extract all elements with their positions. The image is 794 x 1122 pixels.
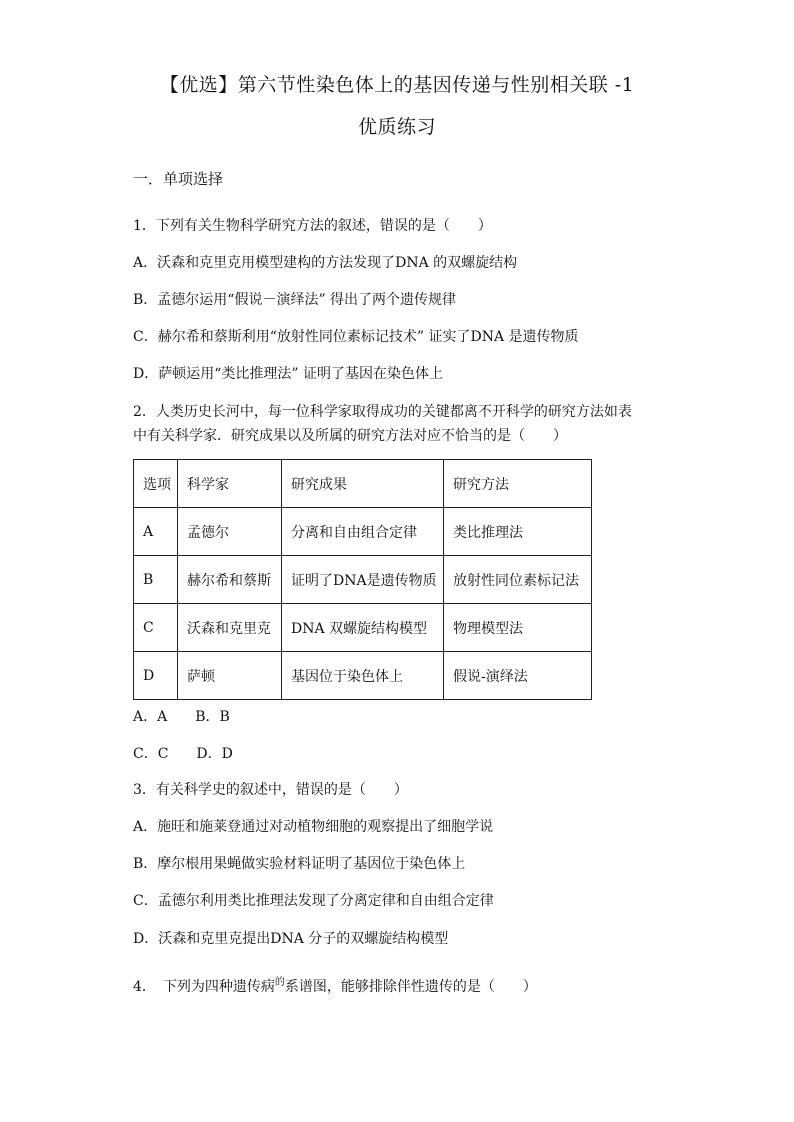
- table-cell: B: [134, 556, 178, 604]
- table-cell: A: [134, 508, 178, 556]
- question-2-answers-line1: A．A B．B: [133, 709, 230, 725]
- question-4-stem-start: 4． 下列为四种遗传病: [133, 979, 275, 995]
- table-header-cell: 研究方法: [444, 460, 592, 508]
- table-cell: 基因位于染色体上: [282, 652, 444, 700]
- research-methods-table: [133, 459, 592, 700]
- table-cell: 物理模型法: [444, 604, 592, 652]
- question-1-stem: 1．下列有关生物科学研究方法的叙述，错误的是（ ）: [133, 218, 492, 234]
- table-cell: 放射性同位素标记法: [444, 556, 592, 604]
- question-3-option-b: B．摩尔根用果蝇做实验材料证明了基因位于染色体上: [133, 856, 466, 872]
- table-header-cell: 选项: [134, 460, 178, 508]
- question-4-stem-superscript: 的: [274, 977, 285, 988]
- table-cell: 类比推理法: [444, 508, 592, 556]
- question-3-option-d: D．沃森和克里克提出DNA 分子的双螺旋结构模型: [133, 931, 449, 947]
- document-title-line1: 【优选】第六节性染色体上的基因传递与性别相关联 -1: [159, 74, 635, 96]
- table-row: [134, 652, 592, 700]
- question-3-option-a: A．施旺和施莱登通过对动植物细胞的观察提出了细胞学说: [133, 819, 494, 835]
- question-4-stem-end: 系谱图，能够排除伴性遗传的是（ ）: [284, 979, 537, 995]
- table-cell: C: [134, 604, 178, 652]
- table-cell: 沃森和克里克: [178, 604, 282, 652]
- table-cell: 孟德尔: [178, 508, 282, 556]
- question-3-stem: 3．有关科学史的叙述中，错误的是（ ）: [133, 782, 408, 798]
- question-2-stem-line1: 2．人类历史长河中，每一位科学家取得成功的关键都离不开科学的研究方法如表: [133, 404, 632, 420]
- question-1-option-d: D．萨顿运用“类比推理法” 证明了基因在染色体上: [133, 366, 443, 382]
- table-cell: 证明了DNA是遗传物质: [282, 556, 444, 604]
- table-cell: 萨顿: [178, 652, 282, 700]
- table-header-row: [134, 460, 592, 508]
- table-cell: 假说-演绎法: [444, 652, 592, 700]
- question-3-option-c: C．孟德尔利用类比推理法发现了分离定律和自由组合定律: [133, 893, 494, 909]
- question-1-option-b: B．孟德尔运用“假说－演绎法” 得出了两个遗传规律: [133, 292, 457, 308]
- table-header-cell: 研究成果: [282, 460, 444, 508]
- table-row: [134, 508, 592, 556]
- table-header-cell: 科学家: [178, 460, 282, 508]
- table-cell: DNA 双螺旋结构模型: [282, 604, 444, 652]
- question-2-stem-line2: 中有关科学家．研究成果以及所属的研究方法对应不恰当的是（ ）: [133, 428, 567, 444]
- question-1-option-c: C．赫尔希和蔡斯利用“放射性同位素标记技术” 证实了DNA 是遗传物质: [133, 329, 579, 345]
- question-1-option-a: A．沃森和克里克用模型建构的方法发现了DNA 的双螺旋结构: [133, 255, 518, 271]
- question-2-answers-line2: C．C D．D: [133, 746, 233, 762]
- table-row: [134, 604, 592, 652]
- table-row: [134, 556, 592, 604]
- table-cell: 赫尔希和蔡斯: [178, 556, 282, 604]
- document-title-line2: 优质练习: [357, 116, 436, 138]
- table-cell: 分离和自由组合定律: [282, 508, 444, 556]
- question-4-stem: [133, 976, 537, 996]
- section-heading: 一．单项选择: [133, 170, 224, 188]
- table-cell: D: [134, 652, 178, 700]
